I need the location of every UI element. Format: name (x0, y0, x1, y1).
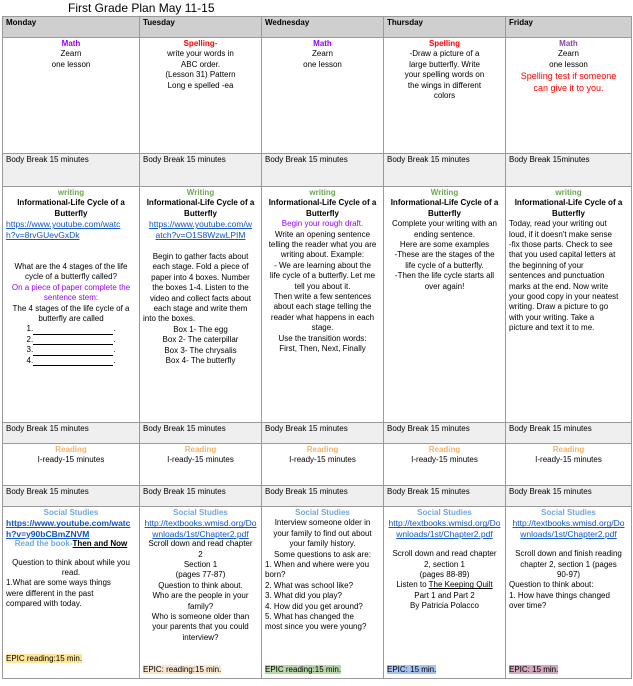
cell-line: loud, if it doesn't make sense (509, 229, 612, 239)
cell-tuesday-spelling (140, 38, 262, 154)
cell-line: stage. (311, 323, 334, 333)
subject-label: writing (309, 188, 336, 197)
cell-line: the beginning of your (509, 260, 584, 270)
cell-line: Question to think about: (509, 580, 594, 590)
body-break-cell: Body Break 15 minutes (140, 154, 262, 187)
day-header-thursday: Thursday (384, 17, 506, 38)
cell-line: born? (265, 570, 286, 580)
cell-thursday-social (384, 507, 506, 679)
body-break-cell: Body Break 15 minutes (262, 154, 384, 187)
epic-reading: EPIC: 15 min. (387, 664, 437, 674)
subject-label: Reading (428, 445, 461, 454)
cell-monday-writing (3, 187, 140, 423)
cell-line: most since you were young? (265, 622, 367, 632)
cell-line: Today, read your writing out (509, 219, 607, 229)
cell-line: 1. How have things changed (509, 590, 610, 600)
day-header-wednesday: Wednesday (262, 17, 384, 38)
cell-line: Complete your writing with an (392, 219, 497, 229)
subject-label: Social Studies (43, 508, 99, 517)
writing-heading: Butterfly (54, 208, 88, 218)
blank-line: 2. . (26, 334, 116, 344)
cell-line: Spelling test if someone (520, 71, 617, 82)
cell-line: life cycle of a butterfly. (405, 260, 484, 270)
cell-line: the boxes 1-4. Listen to the (152, 283, 249, 293)
cell-line: The 4 stages of the life cycle of a (12, 303, 130, 313)
cell-line: over time? (509, 601, 547, 611)
subject-label: Writing (186, 188, 215, 197)
cell-line: Box 4- The butterfly (165, 356, 236, 366)
blank-line: 4. . (26, 355, 116, 365)
cell-line: Section 1 (183, 560, 218, 570)
cell-line: Who is someone older than (151, 612, 250, 622)
cell-line: picture and text it to me. (509, 323, 595, 333)
subject-label: Math (61, 39, 81, 48)
subject-label: Spelling- (183, 39, 218, 48)
blank-line: 3. . (26, 345, 116, 355)
subject-label: Spelling (428, 39, 461, 48)
cell-line: (pages 88-89) (419, 570, 470, 580)
cell-line: First, Then, Next, Finally (279, 344, 366, 354)
cell-line: 2 (198, 549, 203, 559)
cell-line: sentences and punctuation (509, 271, 605, 281)
cell-line: over again! (424, 281, 465, 291)
cell-line: life cycle of a butterfly. Let me (269, 271, 376, 281)
cell-thursday-spelling (384, 38, 506, 154)
cell-line: Box 2- The caterpillar (162, 335, 239, 345)
cell-line: chapter 2, section 1 (pages (520, 559, 617, 569)
cell-line: paper into 4 boxes. Number (151, 272, 250, 282)
subject-label: Social Studies (417, 508, 472, 517)
day-header-tuesday: Tuesday (140, 17, 262, 38)
cell-line: butterfly are called (38, 314, 104, 324)
cell-line: into the boxes. (143, 314, 196, 324)
cell-line: What are the 4 stages of the life (14, 262, 128, 272)
cell-line: sentence stem: (43, 293, 99, 303)
row-math-spelling (3, 38, 632, 154)
writing-heading: Butterfly (184, 208, 217, 218)
cell-line: were different in the past (6, 588, 94, 598)
cell-line: 90-97) (556, 570, 581, 580)
book-line: Read the book-Then and Now (14, 539, 128, 549)
textbook-link[interactable]: http://textbooks.wmisd.org/Do wnloads/1st/Chapter2.pdf (144, 518, 257, 539)
cell-friday-reading (506, 444, 632, 486)
cell-line: marks at the end. Now write (509, 281, 609, 291)
cell-line: writing about. Example: (280, 250, 365, 260)
cell-thursday-reading (384, 444, 506, 486)
cell-line: Zearn (60, 49, 82, 59)
subject-label: Math (559, 39, 578, 48)
page-title: First Grade Plan May 11-15 (68, 1, 215, 15)
cell-line: By Patricia Polacco (410, 601, 479, 611)
video-link[interactable]: https://www.youtube.com/watc h?v=8rvGUevGxDk (6, 219, 121, 240)
subject-label: Social Studies (295, 508, 350, 517)
row-writing (3, 187, 632, 423)
body-break-cell: Body Break 15 minutes (3, 154, 140, 187)
cell-line: your family to find out about (273, 528, 372, 538)
cell-line: writing. Draw a picture to go (509, 302, 609, 312)
cell-line: one lesson (303, 59, 342, 69)
blank-line: 1. . (26, 324, 116, 334)
cell-line: read. (61, 568, 81, 578)
cell-friday-social (506, 507, 632, 679)
cell-line: with your writing. Take a (509, 312, 595, 322)
weekly-plan-table (2, 16, 632, 679)
cell-wednesday-social (262, 507, 384, 679)
body-break-cell: Body Break 15 minutes (262, 423, 384, 444)
epic-reading: EPIC: reading:15 min. (143, 664, 222, 674)
video-link[interactable]: https://www.youtube.com/watc h?v=y90bCBmZNVM (6, 518, 131, 539)
cell-line: -Then the life cycle starts all (394, 271, 495, 281)
cell-line: Long e spelled -ea (167, 80, 234, 90)
subject-label: Reading (306, 445, 339, 454)
textbook-link[interactable]: http://textbooks.wmisd.org/Do wnloads/1st/Chapter2.pdf (512, 518, 625, 539)
cell-line: -Draw a picture of a (409, 49, 480, 59)
day-header-monday: Monday (3, 17, 140, 38)
cell-line: 1. When and where were you (265, 560, 370, 570)
cell-line: Box 3- The chrysalis (164, 345, 237, 355)
cell-line: your parents that you could (152, 622, 249, 632)
body-break-cell: Body Break 15 minutes (384, 486, 506, 507)
cell-line: 5. What has changed the (265, 612, 354, 622)
cell-line: each stage and write them (153, 304, 248, 314)
textbook-link[interactable]: http://textbooks.wmisd.org/Do wnloads/1st/Chapter2.pdf (388, 518, 501, 539)
body-break-cell: Body Break 15 minutes (3, 486, 140, 507)
cell-line: Here are some examples (399, 240, 490, 250)
cell-tuesday-writing (140, 187, 262, 423)
subject-label: Math (313, 39, 332, 48)
row-reading (3, 444, 632, 486)
writing-heading: Informational-Life Cycle of a (268, 198, 377, 208)
cell-friday-writing (506, 187, 632, 423)
cell-line: that you used capital letters at (509, 250, 616, 260)
writing-heading: Informational-Life Cycle of a (390, 198, 499, 208)
subject-label: writing (57, 188, 85, 197)
epic-reading: EPIC reading:15 min. (265, 664, 342, 674)
cell-line: Then write a few sentences (273, 292, 372, 302)
cell-line: Question to think about while you (12, 557, 130, 567)
cell-thursday-writing (384, 187, 506, 423)
cell-line: write your words in (167, 49, 234, 59)
row-social-studies (3, 507, 632, 679)
cell-line: (pages 77-87) (175, 570, 226, 580)
cell-line: Listen to The Keeping Quilt (396, 580, 493, 590)
cell-line: video and collect facts about (150, 293, 251, 303)
cell-line: ABC order. (180, 59, 221, 69)
epic-reading: EPIC: 15 min. (509, 664, 559, 674)
cell-friday-math (506, 38, 632, 154)
writing-heading: Butterfly (552, 208, 585, 218)
cell-wednesday-writing (262, 187, 384, 423)
epic-reading: EPIC reading:15 min. (6, 653, 83, 663)
cell-line: Interview someone older in (274, 518, 371, 528)
cell-line: I-ready-15 minutes (411, 455, 478, 465)
cell-line: compared with today. (6, 599, 82, 609)
subject-label: Social Studies (173, 508, 228, 517)
header-row (3, 17, 632, 38)
cell-line: cycle of a butterfly called? (24, 272, 118, 282)
writing-heading: Informational-Life Cycle of a (514, 198, 623, 208)
cell-line: Who are the people in your (152, 591, 249, 601)
cell-line: one lesson (549, 59, 588, 69)
cell-line: your family history. (289, 539, 356, 549)
body-break-cell: Body Break 15 minutes (140, 486, 262, 507)
body-break-cell: Body Break 15 minutes (262, 486, 384, 507)
cell-line: the wings in different (407, 80, 482, 90)
cell-line: 2. What was school like? (265, 580, 354, 590)
subject-label: writing (555, 188, 582, 197)
subject-label: Social Studies (541, 508, 596, 517)
cell-line: colors (433, 91, 456, 101)
subject-label: Reading (184, 445, 217, 454)
cell-line: Box 1- The egg (173, 324, 228, 334)
cell-line: your spelling words on (404, 70, 485, 80)
cell-line: I-ready-15 minutes (535, 455, 602, 465)
cell-line: large butterfly. Write (409, 59, 480, 69)
cell-line: telling the reader what you are (268, 240, 377, 250)
body-break-cell: Body Break 15minutes (506, 154, 632, 187)
cell-tuesday-reading (140, 444, 262, 486)
writing-heading: Butterfly (306, 208, 339, 218)
writing-heading: Informational-Life Cycle of a (146, 198, 255, 208)
cell-line: -fix those parts. Check to see (509, 240, 613, 250)
cell-line: Scroll down and finish reading (515, 549, 622, 559)
video-link[interactable]: https://www.youtube.com/w atch?v=O1S8WzwLPIM (149, 219, 252, 240)
cell-line: Question to think about. (158, 580, 243, 590)
subject-label: Reading (55, 445, 87, 454)
cell-line: 3. What did you play? (265, 591, 342, 601)
cell-line: 1.What are some ways things (6, 578, 111, 588)
cell-line: family? (187, 601, 214, 611)
cell-line: I-ready-15 minutes (289, 455, 356, 465)
body-break-cell: Body Break 15 minutes (3, 423, 140, 444)
cell-line: (Lesson 31) Pattern (165, 70, 236, 80)
cell-line: Zearn (558, 49, 579, 59)
cell-line: about each stage telling the (273, 302, 372, 312)
cell-wednesday-reading (262, 444, 384, 486)
writing-heading: Informational-Life Cycle of a (17, 198, 125, 208)
cell-monday-math (3, 38, 140, 154)
cell-line: reader what happens in each (270, 312, 375, 322)
cell-line: I-ready-15 minutes (37, 455, 105, 465)
body-break-cell: Body Break 15 minutes (506, 486, 632, 507)
cell-line: Begin your rough draft. (281, 219, 364, 229)
cell-monday-reading (3, 444, 140, 486)
row-body-break-2 (3, 423, 632, 444)
body-break-cell: Body Break 15 minutes (506, 423, 632, 444)
cell-line: 4. How did you get around? (265, 601, 363, 611)
cell-line: each stage. Fold a piece of (152, 262, 249, 272)
body-break-cell: Body Break 15 minutes (384, 154, 506, 187)
cell-line: Scroll down and read chapter (148, 539, 253, 549)
cell-line: - We are learning about the (274, 260, 371, 270)
cell-line: Part 1 and Part 2 (414, 590, 475, 600)
body-break-cell: Body Break 15 minutes (384, 423, 506, 444)
cell-monday-social (3, 507, 140, 679)
cell-line: Scroll down and read chapter (392, 549, 497, 559)
row-body-break-3 (3, 486, 632, 507)
cell-line: your good copy in your neatest (509, 292, 619, 302)
body-break-cell: Body Break 15 minutes (140, 423, 262, 444)
subject-label: Writing (430, 188, 459, 197)
cell-line: 2, section 1 (424, 559, 465, 569)
cell-line: can give it to you. (533, 83, 604, 94)
row-body-break-1 (3, 154, 632, 187)
cell-line: one lesson (51, 59, 91, 69)
cell-line: Begin to gather facts about (152, 252, 249, 262)
cell-line: On a piece of paper complete the (11, 282, 131, 292)
cell-line: Some questions to ask are: (274, 549, 371, 559)
day-header-friday: Friday (506, 17, 632, 38)
cell-line: Zearn (312, 49, 333, 59)
cell-line: interview? (182, 632, 219, 642)
cell-line: Write an opening sentence (274, 229, 371, 239)
cell-line: ending sentence. (414, 229, 475, 239)
cell-line: Use the transition words: (278, 333, 367, 343)
cell-tuesday-social (140, 507, 262, 679)
writing-heading: Butterfly (428, 208, 461, 218)
cell-line: tell you about it. (294, 281, 351, 291)
subject-label: Reading (552, 445, 585, 454)
cell-wednesday-math (262, 38, 384, 154)
cell-line: -These are the stages of the (394, 250, 495, 260)
cell-line: I-ready-15 minutes (167, 455, 234, 465)
